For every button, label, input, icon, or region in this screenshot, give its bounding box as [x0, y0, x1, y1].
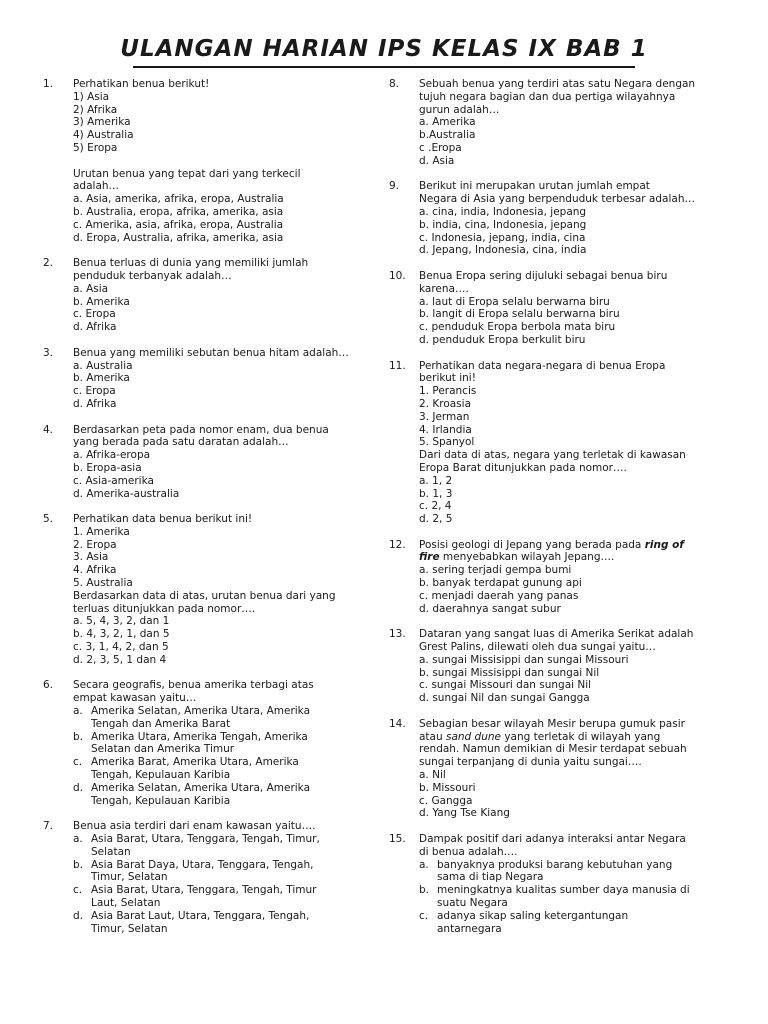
option-text-line: antarnegara — [437, 922, 502, 935]
question-number: 9. — [389, 180, 400, 193]
option-letter: c. — [419, 909, 429, 922]
text-line: 5. Australia — [73, 577, 133, 590]
text-line: b. Amerika — [73, 295, 130, 308]
text-line: b. 1, 3 — [419, 487, 453, 500]
text-line: 2) Afrika — [73, 103, 118, 116]
text-line: a. sering terjadi gempa bumi — [419, 564, 572, 577]
text-line: Berdasarkan data di atas, urutan benua dari yang — [73, 589, 336, 602]
text-line: 1. Perancis — [419, 385, 477, 398]
answer-option — [419, 884, 729, 910]
option-letter: b. — [73, 858, 84, 871]
question-item — [389, 180, 729, 257]
question-item — [43, 257, 373, 334]
text-line: c. sungai Missouri dan sungai Nil — [419, 679, 592, 692]
text-line: 2. Kroasia — [419, 397, 472, 410]
question-number: 14. — [389, 717, 406, 730]
text-line: b. sungai Missisippi dan sungai Nil — [419, 666, 600, 679]
text-line: c. 3, 1, 4, 2, dan 5 — [73, 641, 169, 654]
text-line: Sebuah benua yang terdiri atas satu Negara dengan — [419, 78, 696, 90]
question-number: 1. — [43, 78, 54, 90]
text-line: c. Gangga — [419, 794, 473, 807]
answer-option — [73, 910, 373, 936]
question-item — [43, 78, 373, 244]
text-line: 3. Jerman — [419, 410, 470, 423]
text-line: Negara di Asia yang berpenduduk terbesar adalah… — [419, 193, 695, 206]
text-line: d. sungai Nil dan sungai Gangga — [419, 692, 590, 705]
text-line: Benua asia terdiri dari enam kawasan yaitu…. — [73, 820, 316, 833]
text-line: b. Missouri — [419, 781, 476, 794]
text-line: c .Eropa — [419, 141, 462, 154]
text-line: c. 2, 4 — [419, 500, 452, 513]
text-line: Eropa Barat ditunjukkan pada nomor…. — [419, 461, 627, 474]
text-line: Benua yang memiliki sebutan benua hitam adalah… — [73, 346, 349, 359]
option-letter: d. — [73, 781, 84, 794]
question-item — [389, 539, 729, 616]
text-line: Perhatikan data benua berikut ini! — [73, 513, 253, 526]
emphasized-term: fire — [419, 551, 440, 564]
option-letter: a. — [419, 858, 429, 871]
text-line: Perhatikan data negara-negara di benua Eropa — [419, 359, 666, 372]
text-line: Secara geografis, benua amerika terbagi atas — [73, 679, 314, 692]
text-line: terluas ditunjukkan pada nomor…. — [73, 602, 256, 615]
text-line: d. Afrika — [73, 321, 117, 334]
text-line: Benua terluas di dunia yang memiliki jumlah — [73, 257, 309, 270]
text-line: a. cina, india, Indonesia, jepang — [419, 205, 587, 218]
text-line: a. 1, 2 — [419, 474, 453, 487]
text-line: d. penduduk Eropa berkulit biru — [419, 333, 586, 346]
text-line: c. Asia-amerika — [73, 474, 154, 487]
text-line: a. 5, 4, 3, 2, dan 1 — [73, 615, 170, 628]
option-text-line: Timur, Selatan — [91, 922, 168, 935]
text-line: yang berada pada satu daratan adalah… — [73, 436, 289, 449]
question-item — [43, 424, 373, 501]
text-segment: atau — [419, 730, 446, 743]
text-line: d. daerahnya sangat subur — [419, 602, 561, 615]
text-line: 5. Spanyol — [419, 436, 475, 449]
text-line: b. 4, 3, 2, 1, dan 5 — [73, 628, 170, 641]
text-segment: Posisi geologi di Jepang yang berada pada — [419, 538, 645, 551]
text-line: rendah. Namun demikian di Mesir terdapat sebuah — [419, 743, 687, 756]
option-text-line: Selatan dan Amerika Timur — [91, 743, 235, 756]
question-number: 2. — [43, 257, 54, 270]
option-letter: b. — [419, 884, 430, 897]
text-line: b. banyak terdapat gunung api — [419, 577, 582, 590]
question-number: 11. — [389, 359, 406, 372]
emphasized-term: ring of — [644, 538, 684, 551]
question-number: 12. — [389, 538, 406, 551]
question-item — [43, 679, 373, 807]
option-text-line: Asia Barat Daya, Utara, Tenggara, Tengah, — [91, 858, 314, 871]
text-line: gurun adalah… — [419, 103, 500, 116]
question-text-line — [419, 731, 729, 744]
title-underline — [133, 66, 635, 68]
text-line: Dari data di atas, negara yang terletak di kawasan — [419, 449, 686, 462]
option-text-line: banyaknya produksi barang kebutuhan yang — [437, 858, 673, 871]
text-line: d. 2, 3, 5, 1 dan 4 — [73, 653, 167, 666]
answer-option — [419, 859, 729, 885]
option-text-line: Amerika Utara, Amerika Tengah, Amerika — [91, 730, 308, 743]
text-line: 3) Amerika — [73, 116, 131, 129]
question-number: 13. — [389, 628, 406, 641]
text-line: tujuh negara bagian dan dua pertiga wilayahnya — [419, 90, 676, 103]
page-title: ULANGAN HARIAN IPS KELAS IX BAB 1 — [120, 36, 648, 62]
right-column — [389, 78, 729, 948]
option-letter: d. — [73, 909, 84, 922]
answer-option — [73, 731, 373, 757]
text-line: 4. Irlandia — [419, 423, 472, 436]
text-line: d. Jepang, Indonesia, cina, india — [419, 244, 587, 257]
emphasized-term: sand dune — [445, 730, 501, 743]
question-item — [389, 628, 729, 705]
option-letter: c. — [73, 884, 83, 897]
text-line: a. Amerika — [419, 116, 476, 129]
text-line: b.Australia — [419, 129, 476, 142]
option-letter: b. — [73, 730, 84, 743]
answer-option — [73, 833, 373, 859]
text-line: a. Afrika-eropa — [73, 449, 151, 462]
text-line: d. Eropa, Australia, afrika, amerika, asia — [73, 231, 284, 244]
option-text-line: Tengah, Kepulauan Karibia — [91, 794, 231, 807]
text-line: b. langit di Eropa selalu berwarna biru — [419, 308, 620, 321]
text-line: d. Afrika — [73, 397, 117, 410]
text-line: d. Amerika-australia — [73, 487, 180, 500]
text-line: b. Australia, eropa, afrika, amerika, asia — [73, 205, 284, 218]
question-item — [389, 270, 729, 347]
option-text-line: Asia Barat, Utara, Tenggara, Tengah, Timur, — [91, 833, 320, 846]
question-item — [389, 78, 729, 168]
answer-option — [73, 859, 373, 885]
text-line: Dataran yang sangat luas di Amerika Serikat adalah — [419, 628, 694, 641]
text-line: penduduk terbanyak adalah… — [73, 269, 232, 282]
text-line: Berdasarkan peta pada nomor enam, dua benua — [73, 423, 329, 436]
text-line: 1. Amerika — [73, 525, 130, 538]
question-number: 6. — [43, 679, 54, 692]
text-line: 1) Asia — [73, 90, 110, 103]
question-item — [43, 347, 373, 411]
option-text-line: Tengah, Kepulauan Karibia — [91, 769, 231, 782]
option-text-line: sama di tiap Negara — [437, 871, 544, 884]
text-line: Grest Palins, dilewati oleh dua sungai yaitu… — [419, 641, 656, 654]
left-column — [43, 78, 373, 948]
answer-option — [73, 782, 373, 808]
option-text-line: Amerika Selatan, Amerika Utara, Amerika — [91, 781, 311, 794]
text-line: Urutan benua yang tepat dari yang terkecil — [73, 167, 301, 180]
option-text-line: Timur, Selatan — [91, 871, 168, 884]
text-line: b. Eropa-asia — [73, 461, 142, 474]
text-line: a. sungai Missisippi dan sungai Missouri — [419, 653, 629, 666]
option-text-line: Amerika Selatan, Amerika Utara, Amerika — [91, 705, 311, 718]
text-line: b. Amerika — [73, 372, 130, 385]
option-text-line: meningkatnya kualitas sumber daya manusia di — [437, 884, 690, 897]
text-line: adalah… — [73, 180, 120, 193]
option-text-line: Selatan — [91, 845, 131, 858]
question-text-line — [419, 551, 729, 564]
question-number: 7. — [43, 820, 54, 833]
text-line: berikut ini! — [419, 372, 476, 385]
text-line: empat kawasan yaitu… — [73, 692, 197, 705]
option-letter: a. — [73, 833, 83, 846]
text-line: c. Eropa — [73, 308, 116, 321]
text-line: d. Yang Tse Kiang — [419, 807, 510, 820]
text-line: d. Asia — [419, 154, 455, 167]
option-letter: a. — [73, 705, 83, 718]
text-line: karena…. — [419, 282, 469, 295]
text-line: c. penduduk Eropa berbola mata biru — [419, 321, 616, 334]
text-line: Sebagian besar wilayah Mesir berupa gumuk pasir — [419, 717, 685, 730]
blank-line — [73, 155, 373, 168]
question-item — [389, 360, 729, 526]
text-line: Benua Eropa sering dijuluki sebagai benua biru — [419, 269, 668, 282]
question-number: 5. — [43, 513, 54, 526]
question-text-line — [419, 539, 729, 552]
option-text-line: Laut, Selatan — [91, 897, 161, 909]
question-number: 15. — [389, 833, 406, 846]
text-line: sungai terpanjang di dunia yaitu sungai…. — [419, 756, 642, 769]
question-number: 8. — [389, 78, 400, 90]
option-letter: c. — [73, 756, 83, 769]
text-line: 2. Eropa — [73, 538, 117, 551]
question-item — [43, 513, 373, 667]
text-line: a. Australia — [73, 359, 133, 372]
text-line: 4) Australia — [73, 129, 134, 142]
question-item — [43, 820, 373, 935]
option-text-line: suatu Negara — [437, 897, 508, 909]
text-line: Dampak positif dari adanya interaksi antar Negara — [419, 833, 686, 846]
text-line: a. Nil — [419, 769, 446, 782]
answer-option — [419, 910, 729, 936]
text-line: a. laut di Eropa selalu berwarna biru — [419, 295, 610, 308]
answer-option — [73, 884, 373, 910]
text-line: d. 2, 5 — [419, 513, 453, 526]
question-number: 10. — [389, 269, 406, 282]
question-number: 4. — [43, 423, 54, 436]
text-line: a. Asia, amerika, afrika, eropa, Australia — [73, 193, 284, 206]
text-line: c. menjadi daerah yang panas — [419, 589, 579, 602]
text-line: b. india, cina, Indonesia, jepang — [419, 218, 587, 231]
question-number: 3. — [43, 346, 54, 359]
question-item — [389, 833, 729, 935]
text-segment: menyebabkan wilayah Jepang…. — [439, 551, 615, 564]
text-line: a. Asia — [73, 282, 109, 295]
text-segment: yang terletak di wilayah yang — [500, 730, 661, 743]
text-line: c. Eropa — [73, 385, 116, 398]
option-text-line: Tengah dan Amerika Barat — [91, 717, 231, 730]
text-line: 3. Asia — [73, 551, 109, 564]
text-line: c. Amerika, asia, afrika, eropa, Australia — [73, 218, 284, 231]
text-line: Berikut ini merupakan urutan jumlah empat — [419, 180, 650, 193]
option-text-line: Asia Barat, Utara, Tenggara, Tengah, Timur — [91, 884, 317, 897]
option-text-line: adanya sikap saling ketergantungan — [437, 909, 629, 922]
question-item — [389, 718, 729, 820]
option-text-line: Amerika Barat, Amerika Utara, Amerika — [91, 756, 299, 769]
answer-option — [73, 705, 373, 731]
text-line: di benua adalah…. — [419, 845, 518, 858]
text-line: 5) Eropa — [73, 141, 118, 154]
answer-option — [73, 756, 373, 782]
option-text-line: Asia Barat Laut, Utara, Tenggara, Tengah, — [91, 909, 310, 922]
text-line: Perhatikan benua berikut! — [73, 78, 210, 90]
text-line: c. Indonesia, jepang, india, cina — [419, 231, 586, 244]
text-line: 4. Afrika — [73, 564, 117, 577]
